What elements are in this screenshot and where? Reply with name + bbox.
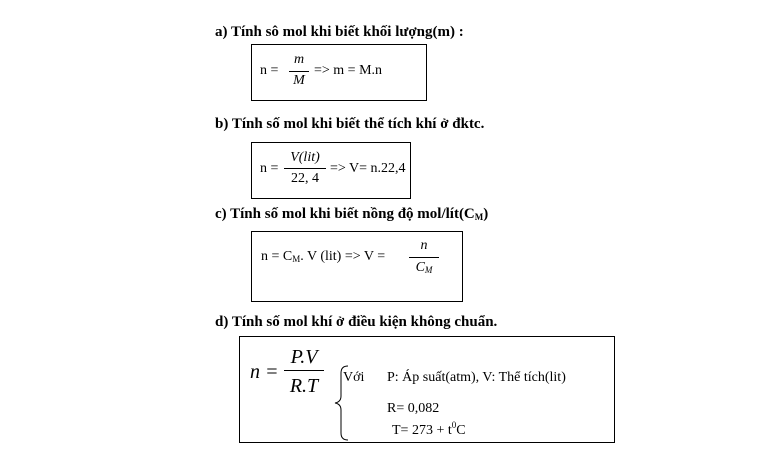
fraction-line-c [409, 257, 439, 258]
numerator-b: V(lit) [290, 150, 320, 165]
formula-box-d [239, 336, 615, 443]
voi-label: Với [343, 370, 365, 385]
heading-d: d) Tính số mol khí ở điều kiện không chuẩn. [215, 314, 498, 330]
denominator-d: R.T [289, 375, 319, 397]
heading-c-subscript: M [474, 212, 484, 222]
n-equals-b: n = [260, 161, 279, 176]
lhs-d: n = [250, 361, 279, 383]
denominator-c [409, 260, 439, 278]
heading-c-end: ) [483, 206, 489, 222]
formula-c-start: n = C [261, 249, 293, 264]
numerator-d: P.V [290, 346, 318, 368]
denominator-a: M [293, 73, 305, 88]
heading-a: a) Tính sô mol khi biết khối lượng(m) : [215, 24, 464, 40]
t-formula-main: T= 273 + t [392, 423, 452, 438]
denominator-b: 22, 4 [291, 171, 319, 186]
heading-c [215, 205, 488, 226]
formula-c-mid: . V (lit) => V = [300, 249, 386, 264]
fraction-line-a [289, 71, 309, 72]
n-equals-a: n = [260, 63, 279, 78]
t-formula [392, 417, 466, 439]
t-formula-superscript: 0 [451, 420, 457, 430]
formula-box-b [251, 142, 411, 199]
result-a: => m = M.n [314, 63, 383, 78]
result-b: => V= n.22,4 [330, 161, 406, 176]
heading-b: b) Tính số mol khi biết thể tích khí ở đktc. [215, 116, 485, 132]
numerator-c: n [420, 238, 428, 253]
formula-box-c [251, 231, 463, 302]
t-formula-unit: C [456, 423, 466, 438]
heading-c-text: c) Tính số mol khi biết nồng độ mol/lít(C [215, 206, 475, 222]
r-value: R= 0,082 [387, 401, 440, 416]
denominator-c-main: C [415, 260, 425, 275]
pv-description: P: Áp suất(atm), V: Thể tích(lit) [387, 370, 566, 385]
fraction-line-d [284, 370, 324, 371]
numerator-a: m [293, 52, 305, 67]
formula-box-a [251, 44, 427, 101]
formula-c [261, 249, 385, 267]
fraction-line-b [284, 168, 326, 169]
formula-c-subscript: M [292, 254, 301, 264]
denominator-c-subscript: M [424, 265, 433, 275]
